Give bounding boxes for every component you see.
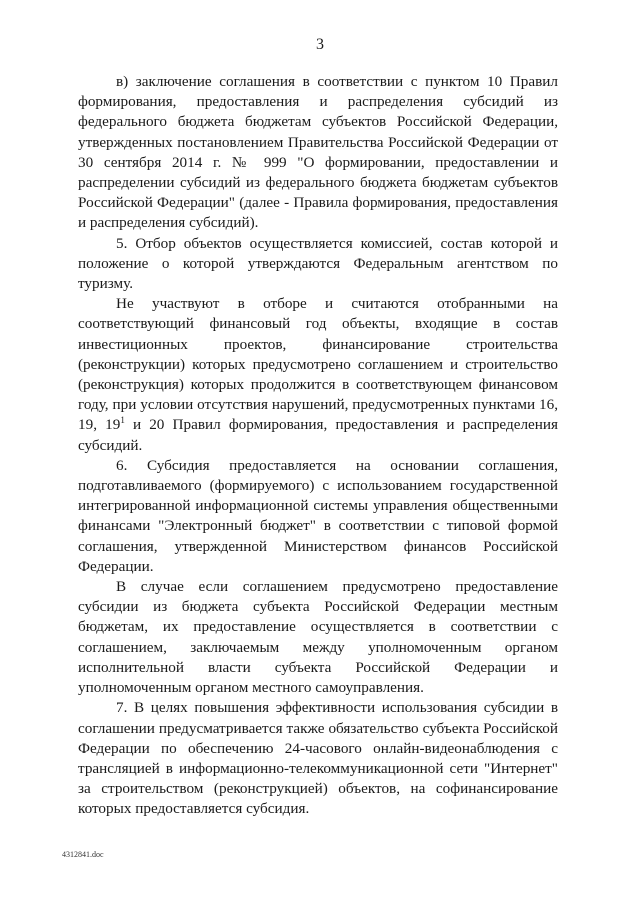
paragraph-selection-exemption — [78, 294, 558, 456]
page-number: 3 — [316, 36, 324, 53]
paragraph-item-6: 6. Субсидия предоставляется на основании соглашения, подготавливаемого (формируемого) с использованием государственной интегрированной информационной системы управления общественными финансами "Электронный бюджет" в соответствии с типовой формой соглашения, утвержденной Министерством финансов Российской Федерации. — [78, 456, 558, 575]
paragraph-local-budgets: В случае если соглашением предусмотрено предоставление субсидии из бюджета субъекта Российской Федерации местным бюджетам, их предоставление осуществляется в соответствии с соглашением, заключаемым между уполномоченным органом исполнительной власти субъекта Российской Федерации и уполномоченным органом местного самоуправления. — [78, 578, 558, 697]
file-name-footer: 4312841.doc — [62, 850, 104, 859]
paragraph-item-5: 5. Отбор объектов осуществляется комиссией, состав которой и положение о которой утверждаются Федеральным агентством по туризму. — [78, 234, 558, 293]
paragraph-item-7: 7. В целях повышения эффективности использования субсидии в соглашении предусматривается также обязательство субъекта Российской Федерации по обеспечению 24-часового онлайн-видеонаблюдения с трансляцией в информационно-телекоммуникационной сети "Интернет" за строительством (реконструкцией) объектов, на софинансирование которых предоставляется субсидия. — [78, 699, 558, 818]
document-body — [78, 72, 558, 820]
paragraph-agreement-clause: в) заключение соглашения в соответствии с пунктом 10 Правил формирования, предоставления и распределения субсидий из федерального бюджета бюджетам субъектов Российской Федерации, утвержденных постановлением Правительства Российской Федерации от 30 сентября 2014 г. № 999 "О формировании, предоставлении и распределении субсидий из федерального бюджета бюджетам субъектов Российской Федерации" (далее - Правила формирования, предоставления и распределения субсидий). — [78, 73, 558, 232]
paragraph-text: Не участвуют в отборе и считаются отобранными на соответствующий финансовый год объекты, входящие в состав инвестиционных проектов, финансирование строительства (реконструкции) которых предусмотрено соглашением и строительство (реконструкция) которых продолжится в соответствующем финансовом году, при условии отсутствия нарушений, предусмотренных пунктами 16, 19, 19 — [78, 295, 558, 434]
superscript: 1 — [120, 415, 125, 426]
paragraph-text: и 20 Правил формирования, предоставления и распределения субсидий. — [78, 416, 559, 454]
